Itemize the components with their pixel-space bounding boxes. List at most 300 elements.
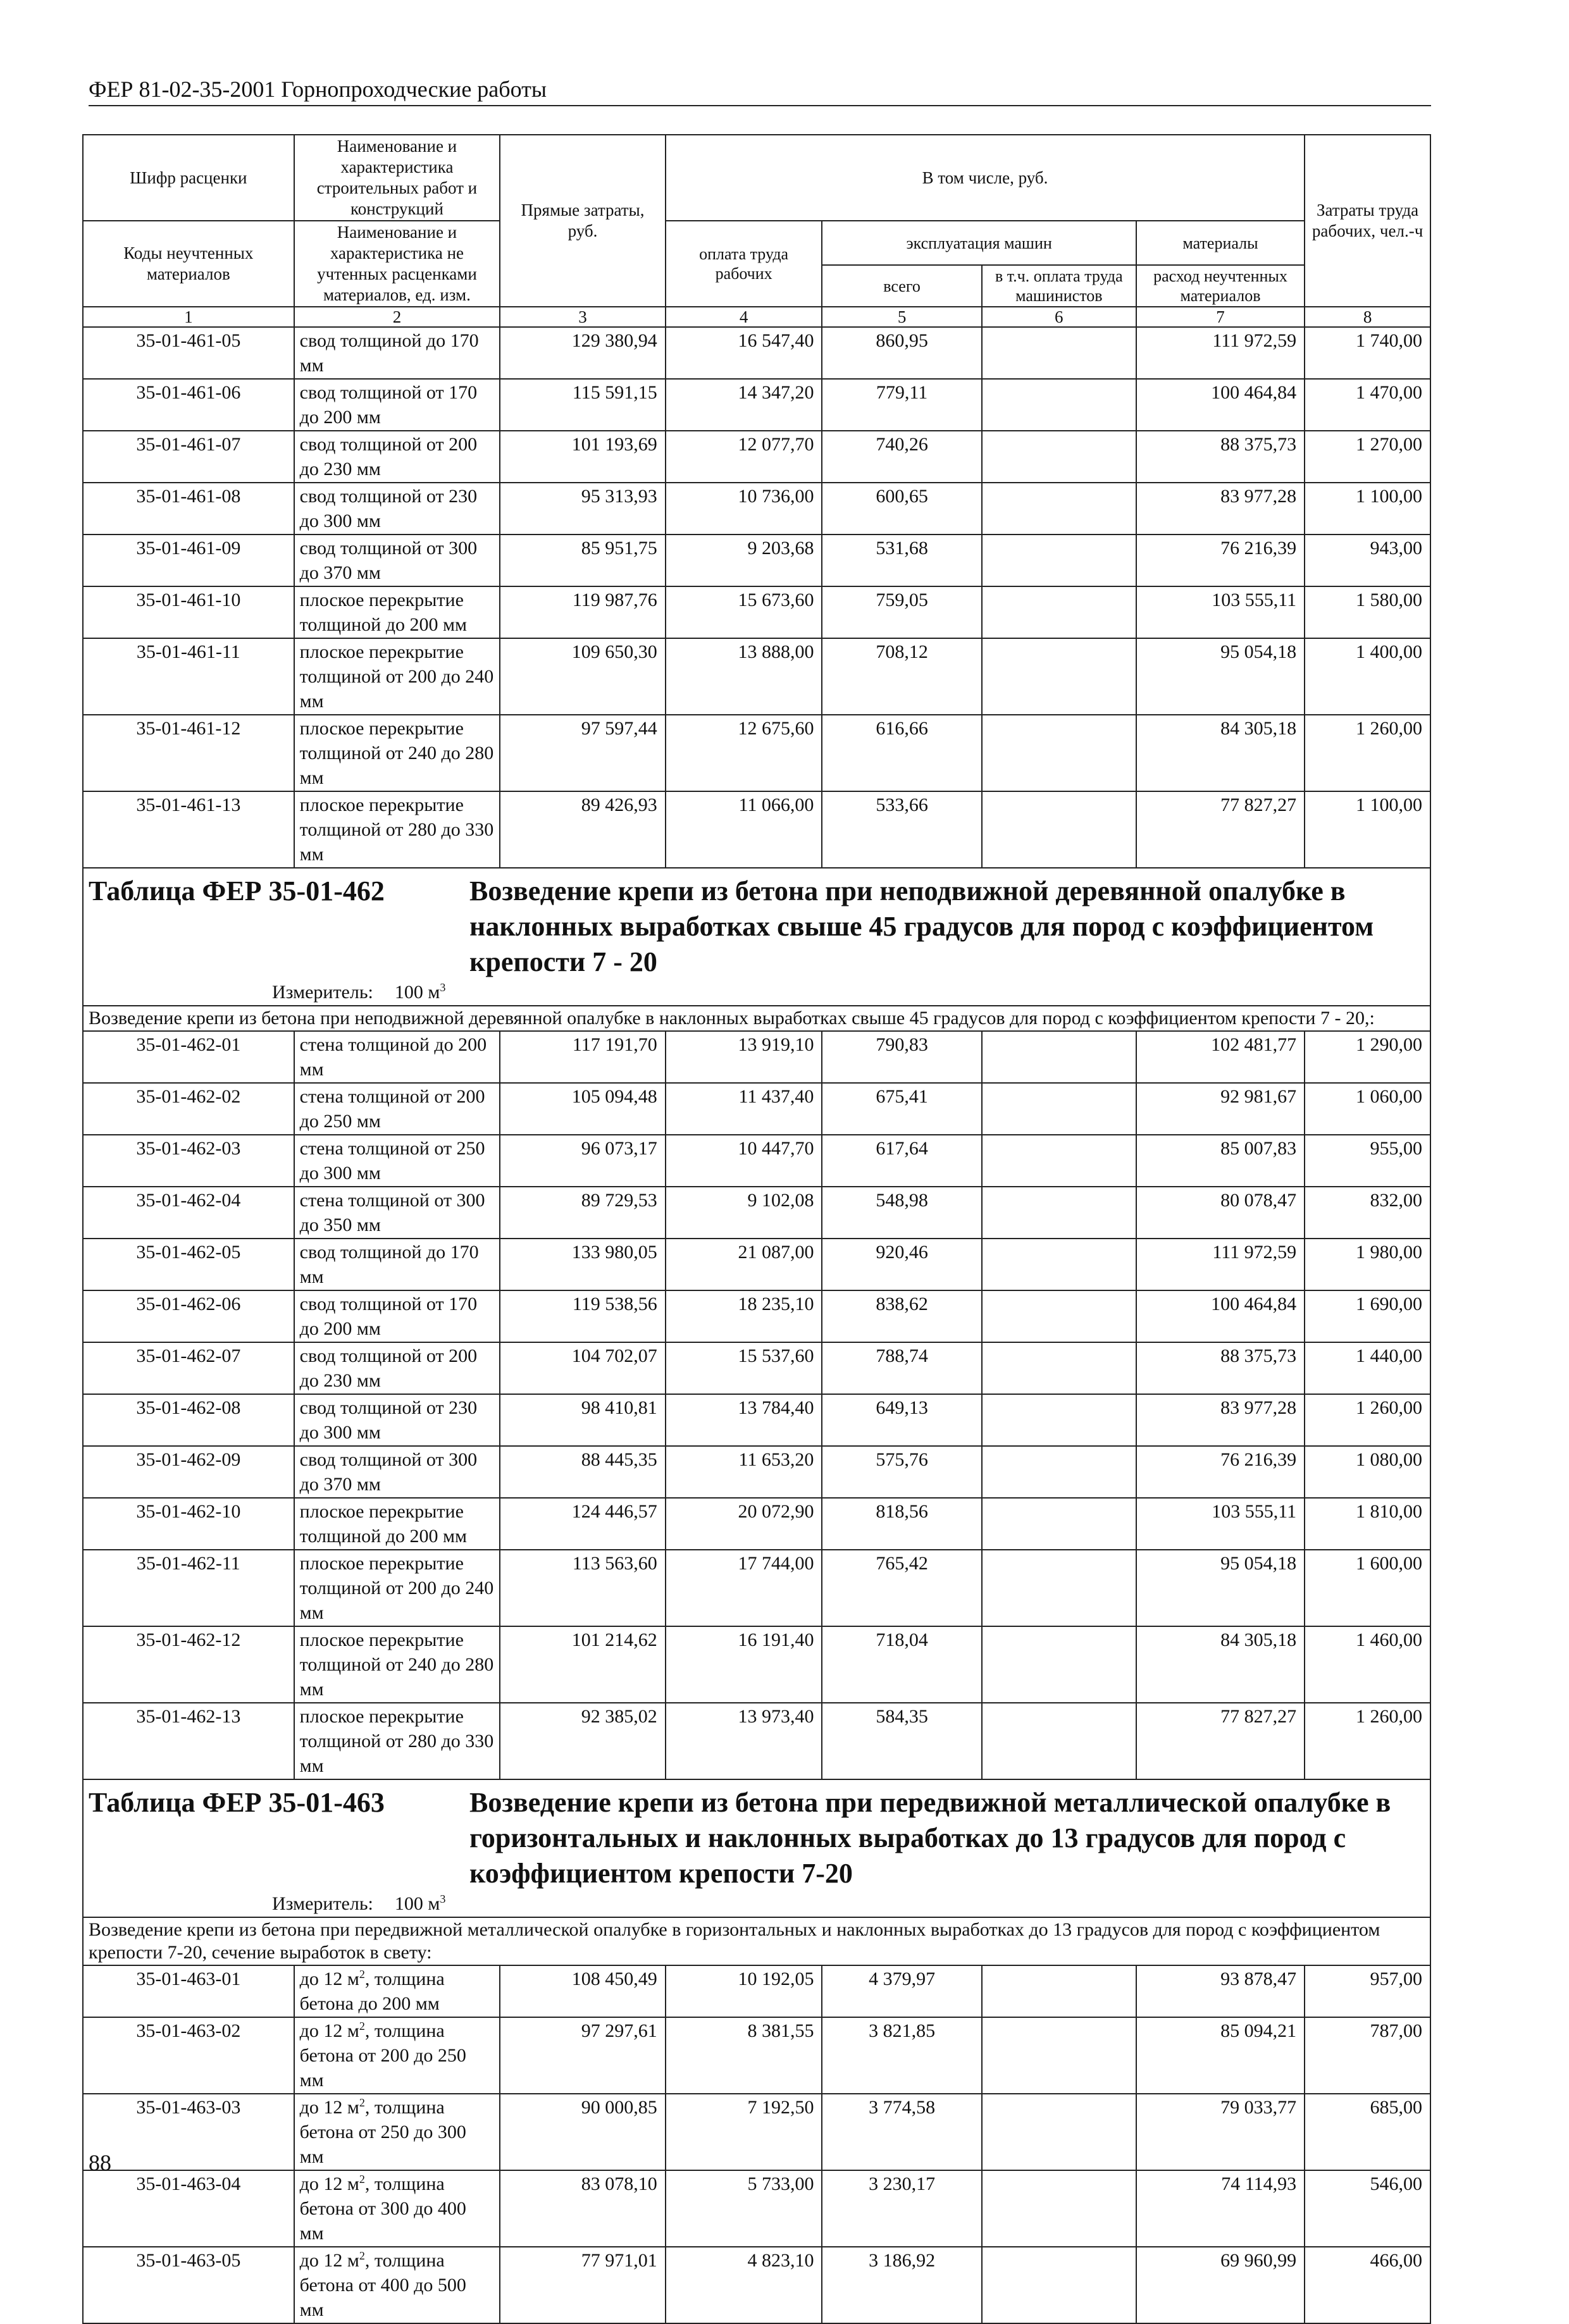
machines-total: 675,41 — [822, 1083, 981, 1135]
unit-line — [89, 980, 1425, 1005]
machines-total: 575,76 — [822, 1446, 981, 1498]
materials-cost: 92 981,67 — [1136, 1083, 1305, 1135]
superscript: 2 — [359, 2173, 365, 2185]
table-row — [83, 535, 1430, 586]
unit-label: Измеритель: — [272, 1893, 373, 1914]
labor-hours: 1 260,00 — [1305, 715, 1430, 791]
table-row — [83, 1239, 1430, 1290]
operators-pay — [982, 1626, 1136, 1703]
rate-code: 35-01-462-02 — [83, 1083, 294, 1135]
table-row — [83, 2094, 1430, 2170]
table-name: Возведение крепи из бетона при неподвижной деревянной опалубке в наклонных выработках свыше 45 градусов для пород с коэффициентом крепости 7 - 20 — [469, 875, 1374, 977]
rate-code: 35-01-463-05 — [83, 2247, 294, 2323]
materials-cost: 103 555,11 — [1136, 586, 1305, 638]
machines-total: 533,66 — [822, 791, 981, 868]
materials-cost: 69 960,99 — [1136, 2247, 1305, 2323]
operators-pay — [982, 715, 1136, 791]
machines-total: 600,65 — [822, 483, 981, 535]
direct-costs: 97 297,61 — [500, 2017, 666, 2094]
direct-costs: 117 191,70 — [500, 1031, 666, 1083]
table-row — [83, 791, 1430, 868]
direct-costs: 119 538,56 — [500, 1290, 666, 1342]
table-row — [83, 1498, 1430, 1550]
machines-total: 3 186,92 — [822, 2247, 981, 2323]
work-description: плоское перекрытие толщиной от 240 до 280 мм — [294, 715, 500, 791]
work-description: плоское перекрытие толщиной от 200 до 240 мм — [294, 1550, 500, 1626]
work-description: свод толщиной от 300 до 370 мм — [294, 535, 500, 586]
direct-costs: 124 446,57 — [500, 1498, 666, 1550]
direct-costs: 97 597,44 — [500, 715, 666, 791]
machines-total: 779,11 — [822, 379, 981, 431]
machines-total: 3 230,17 — [822, 2170, 981, 2247]
labor-pay: 18 235,10 — [666, 1290, 822, 1342]
machines-total: 548,98 — [822, 1187, 981, 1239]
table-title-row — [83, 1779, 1430, 1917]
page-header-title: ФЕР 81-02-35-2001 Горнопроходческие работы — [89, 77, 547, 102]
materials-cost: 95 054,18 — [1136, 638, 1305, 715]
labor-hours: 787,00 — [1305, 2017, 1430, 2094]
rate-code: 35-01-462-03 — [83, 1135, 294, 1187]
materials-cost: 111 972,59 — [1136, 1239, 1305, 1290]
rate-code: 35-01-462-11 — [83, 1550, 294, 1626]
labor-hours: 1 260,00 — [1305, 1703, 1430, 1779]
unit-line — [89, 1891, 1425, 1917]
table-title — [89, 1785, 1425, 1891]
work-description: плоское перекрытие толщиной от 280 до 330 мм — [294, 791, 500, 868]
work-description-part: до 12 м — [299, 2250, 359, 2271]
direct-costs: 96 073,17 — [500, 1135, 666, 1187]
machines-total: 531,68 — [822, 535, 981, 586]
table-row — [83, 1550, 1430, 1626]
labor-pay: 17 744,00 — [666, 1550, 822, 1626]
materials-cost: 83 977,28 — [1136, 483, 1305, 535]
labor-pay: 5 733,00 — [666, 2170, 822, 2247]
rate-code: 35-01-461-06 — [83, 379, 294, 431]
table-title-cell — [83, 868, 1430, 1006]
table-row — [83, 1626, 1430, 1703]
machines-total: 920,46 — [822, 1239, 981, 1290]
rate-code: 35-01-462-07 — [83, 1342, 294, 1394]
machines-total: 740,26 — [822, 431, 981, 483]
machines-total: 790,83 — [822, 1031, 981, 1083]
table-row — [83, 327, 1430, 379]
work-description: плоское перекрытие толщиной до 200 мм — [294, 1498, 500, 1550]
work-description: свод толщиной до 170 мм — [294, 327, 500, 379]
machines-total: 3 774,58 — [822, 2094, 981, 2170]
materials-cost: 76 216,39 — [1136, 535, 1305, 586]
labor-pay: 10 447,70 — [666, 1135, 822, 1187]
superscript: 2 — [359, 2249, 365, 2262]
labor-pay: 15 537,60 — [666, 1342, 822, 1394]
direct-costs: 92 385,02 — [500, 1703, 666, 1779]
table-row — [83, 1446, 1430, 1498]
rate-code: 35-01-462-10 — [83, 1498, 294, 1550]
labor-hours: 1 290,00 — [1305, 1031, 1430, 1083]
labor-hours: 1 260,00 — [1305, 1394, 1430, 1446]
column-number: 6 — [982, 307, 1136, 327]
operators-pay — [982, 1498, 1136, 1550]
operators-pay — [982, 791, 1136, 868]
column-number: 1 — [83, 307, 294, 327]
labor-pay: 12 077,70 — [666, 431, 822, 483]
labor-hours: 1 460,00 — [1305, 1626, 1430, 1703]
header-machines-total: всего — [822, 265, 981, 307]
labor-hours: 1 270,00 — [1305, 431, 1430, 483]
rate-code: 35-01-462-13 — [83, 1703, 294, 1779]
rate-code: 35-01-461-13 — [83, 791, 294, 868]
materials-cost: 79 033,77 — [1136, 2094, 1305, 2170]
column-number: 7 — [1136, 307, 1305, 327]
unit-superscript: 3 — [440, 981, 446, 994]
table-label: Таблица ФЕР 35-01-463 — [89, 1787, 385, 1818]
operators-pay — [982, 535, 1136, 586]
header-materials: материалы — [1136, 221, 1305, 265]
materials-cost: 80 078,47 — [1136, 1187, 1305, 1239]
header-material-codes: Коды неучтенных материалов — [83, 221, 294, 307]
labor-pay: 14 347,20 — [666, 379, 822, 431]
table-row — [83, 1187, 1430, 1239]
direct-costs: 129 380,94 — [500, 327, 666, 379]
work-description: свод толщиной от 230 до 300 мм — [294, 1394, 500, 1446]
labor-pay: 7 192,50 — [666, 2094, 822, 2170]
direct-costs: 89 729,53 — [500, 1187, 666, 1239]
column-number: 4 — [666, 307, 822, 327]
work-description: плоское перекрытие толщиной от 280 до 330 мм — [294, 1703, 500, 1779]
work-description — [294, 2170, 500, 2247]
operators-pay — [982, 2094, 1136, 2170]
labor-hours: 1 600,00 — [1305, 1550, 1430, 1626]
materials-cost: 100 464,84 — [1136, 1290, 1305, 1342]
header-rule — [89, 105, 1431, 106]
labor-hours: 1 100,00 — [1305, 791, 1430, 868]
rate-code: 35-01-463-04 — [83, 2170, 294, 2247]
work-description — [294, 2017, 500, 2094]
column-numbers-row — [83, 307, 1430, 327]
labor-pay: 11 653,20 — [666, 1446, 822, 1498]
header-materials-consumption: расход неучтенных материалов — [1136, 265, 1305, 307]
column-number: 3 — [500, 307, 666, 327]
work-description-part: , толщина бетона от 400 до 500 мм — [299, 2250, 466, 2320]
machines-total: 759,05 — [822, 586, 981, 638]
header-machines: эксплуатация машин — [822, 221, 1136, 265]
machines-total: 765,42 — [822, 1550, 981, 1626]
rate-code: 35-01-462-04 — [83, 1187, 294, 1239]
direct-costs: 119 987,76 — [500, 586, 666, 638]
machines-total: 860,95 — [822, 327, 981, 379]
table-row — [83, 379, 1430, 431]
operators-pay — [982, 1965, 1136, 2017]
table-row — [83, 715, 1430, 791]
labor-hours: 1 100,00 — [1305, 483, 1430, 535]
labor-hours: 957,00 — [1305, 1965, 1430, 2017]
table-title — [89, 874, 1425, 980]
materials-cost: 103 555,11 — [1136, 1498, 1305, 1550]
rate-code: 35-01-462-05 — [83, 1239, 294, 1290]
labor-pay: 11 437,40 — [666, 1083, 822, 1135]
labor-pay: 8 381,55 — [666, 2017, 822, 2094]
work-description: плоское перекрытие толщиной до 200 мм — [294, 586, 500, 638]
labor-pay: 10 192,05 — [666, 1965, 822, 2017]
column-number: 8 — [1305, 307, 1430, 327]
work-description: свод толщиной от 200 до 230 мм — [294, 1342, 500, 1394]
work-description: плоское перекрытие толщиной от 240 до 280 мм — [294, 1626, 500, 1703]
table-intro: Возведение крепи из бетона при неподвижной деревянной опалубке в наклонных выработках свыше 45 градусов для пород с коэффициентом крепости 7 - 20,: — [83, 1006, 1430, 1031]
labor-hours: 1 690,00 — [1305, 1290, 1430, 1342]
materials-cost: 111 972,59 — [1136, 327, 1305, 379]
materials-cost: 102 481,77 — [1136, 1031, 1305, 1083]
work-description: свод толщиной от 170 до 200 мм — [294, 1290, 500, 1342]
machines-total: 708,12 — [822, 638, 981, 715]
direct-costs: 101 193,69 — [500, 431, 666, 483]
column-number: 5 — [822, 307, 981, 327]
materials-cost: 88 375,73 — [1136, 431, 1305, 483]
rate-code: 35-01-462-01 — [83, 1031, 294, 1083]
work-description: стена толщиной от 300 до 350 мм — [294, 1187, 500, 1239]
operators-pay — [982, 2247, 1136, 2323]
work-description: стена толщиной до 200 мм — [294, 1031, 500, 1083]
superscript: 2 — [359, 1968, 365, 1981]
operators-pay — [982, 1703, 1136, 1779]
direct-costs: 115 591,15 — [500, 379, 666, 431]
header-including: В том числе, руб. — [666, 135, 1305, 221]
work-description-part: , толщина бетона от 250 до 300 мм — [299, 2097, 466, 2167]
machines-total: 649,13 — [822, 1394, 981, 1446]
table-row — [83, 1703, 1430, 1779]
machines-total: 3 821,85 — [822, 2017, 981, 2094]
work-description-part: до 12 м — [299, 2097, 359, 2118]
direct-costs: 104 702,07 — [500, 1342, 666, 1394]
labor-hours: 943,00 — [1305, 535, 1430, 586]
materials-cost: 100 464,84 — [1136, 379, 1305, 431]
header-direct-costs: Прямые затраты, руб. — [500, 135, 666, 307]
labor-hours: 832,00 — [1305, 1187, 1430, 1239]
table-header-row-1 — [83, 135, 1430, 221]
labor-pay: 12 675,60 — [666, 715, 822, 791]
direct-costs: 101 214,62 — [500, 1626, 666, 1703]
labor-pay: 10 736,00 — [666, 483, 822, 535]
table-intro-row — [83, 1006, 1430, 1031]
machines-total: 818,56 — [822, 1498, 981, 1550]
rate-code: 35-01-462-08 — [83, 1394, 294, 1446]
header-material-name: Наименование и характеристика не учтенных расценками материалов, ед. изм. — [294, 221, 500, 307]
table-row — [83, 1031, 1430, 1083]
table-row — [83, 2170, 1430, 2247]
work-description: свод толщиной от 230 до 300 мм — [294, 483, 500, 535]
operators-pay — [982, 1342, 1136, 1394]
labor-hours: 685,00 — [1305, 2094, 1430, 2170]
table-title-cell — [83, 1779, 1430, 1917]
machines-total: 838,62 — [822, 1290, 981, 1342]
rate-code: 35-01-461-09 — [83, 535, 294, 586]
machines-total: 617,64 — [822, 1135, 981, 1187]
direct-costs: 113 563,60 — [500, 1550, 666, 1626]
table-row — [83, 1135, 1430, 1187]
table-label: Таблица ФЕР 35-01-462 — [89, 875, 385, 906]
work-description — [294, 2094, 500, 2170]
machines-total: 4 379,97 — [822, 1965, 981, 2017]
table-intro: Возведение крепи из бетона при передвижной металлической опалубке в горизонтальных и наклонных выработках до 13 градусов для пород с коэффициентом крепости 7-20, сечение выработок в свету: — [83, 1917, 1430, 1965]
header-code: Шифр расценки — [83, 135, 294, 221]
work-description: свод толщиной от 170 до 200 мм — [294, 379, 500, 431]
rate-code: 35-01-463-02 — [83, 2017, 294, 2094]
table-row — [83, 1290, 1430, 1342]
operators-pay — [982, 1239, 1136, 1290]
rate-code: 35-01-463-03 — [83, 2094, 294, 2170]
operators-pay — [982, 1290, 1136, 1342]
unit-value: 100 м — [394, 982, 440, 1003]
unit-superscript: 3 — [440, 1893, 446, 1905]
labor-hours: 1 400,00 — [1305, 638, 1430, 715]
direct-costs: 83 078,10 — [500, 2170, 666, 2247]
materials-cost: 93 878,47 — [1136, 1965, 1305, 2017]
rate-code: 35-01-461-08 — [83, 483, 294, 535]
operators-pay — [982, 1083, 1136, 1135]
table-row — [83, 586, 1430, 638]
operators-pay — [982, 1187, 1136, 1239]
work-description-part: , толщина бетона от 300 до 400 мм — [299, 2173, 466, 2244]
direct-costs: 109 650,30 — [500, 638, 666, 715]
operators-pay — [982, 2017, 1136, 2094]
work-description-part: до 12 м — [299, 2020, 359, 2041]
labor-pay: 20 072,90 — [666, 1498, 822, 1550]
work-description-part: до 12 м — [299, 2173, 359, 2194]
unit-value: 100 м — [394, 1893, 440, 1914]
direct-costs: 77 971,01 — [500, 2247, 666, 2323]
rate-code: 35-01-462-09 — [83, 1446, 294, 1498]
labor-hours: 1 810,00 — [1305, 1498, 1430, 1550]
rate-code: 35-01-461-05 — [83, 327, 294, 379]
materials-cost: 85 007,83 — [1136, 1135, 1305, 1187]
direct-costs: 95 313,93 — [500, 483, 666, 535]
operators-pay — [982, 1394, 1136, 1446]
work-description — [294, 2247, 500, 2323]
labor-pay: 13 973,40 — [666, 1703, 822, 1779]
table-row — [83, 1965, 1430, 2017]
labor-pay: 16 191,40 — [666, 1626, 822, 1703]
machines-total: 616,66 — [822, 715, 981, 791]
header-labor-pay: оплата труда рабочих — [666, 221, 822, 307]
table-title-row — [83, 868, 1430, 1006]
unit-label: Измеритель: — [272, 982, 373, 1003]
work-description: стена толщиной от 250 до 300 мм — [294, 1135, 500, 1187]
materials-cost: 83 977,28 — [1136, 1394, 1305, 1446]
materials-cost: 88 375,73 — [1136, 1342, 1305, 1394]
table-row — [83, 2017, 1430, 2094]
machines-total: 788,74 — [822, 1342, 981, 1394]
direct-costs: 108 450,49 — [500, 1965, 666, 2017]
column-number: 2 — [294, 307, 500, 327]
labor-hours: 1 980,00 — [1305, 1239, 1430, 1290]
operators-pay — [982, 586, 1136, 638]
rate-code: 35-01-461-11 — [83, 638, 294, 715]
direct-costs: 85 951,75 — [500, 535, 666, 586]
machines-total: 718,04 — [822, 1626, 981, 1703]
table-row — [83, 431, 1430, 483]
materials-cost: 74 114,93 — [1136, 2170, 1305, 2247]
work-description-part: , толщина бетона от 200 до 250 мм — [299, 2020, 466, 2091]
labor-pay: 13 919,10 — [666, 1031, 822, 1083]
labor-pay: 15 673,60 — [666, 586, 822, 638]
rate-code: 35-01-461-12 — [83, 715, 294, 791]
labor-hours: 1 060,00 — [1305, 1083, 1430, 1135]
operators-pay — [982, 638, 1136, 715]
labor-pay: 11 066,00 — [666, 791, 822, 868]
header-operators-pay: в т.ч. оплата труда машинистов — [982, 265, 1136, 307]
materials-cost: 84 305,18 — [1136, 715, 1305, 791]
labor-hours: 1 470,00 — [1305, 379, 1430, 431]
work-description: плоское перекрытие толщиной от 200 до 240 мм — [294, 638, 500, 715]
labor-hours: 1 740,00 — [1305, 327, 1430, 379]
labor-pay: 16 547,40 — [666, 327, 822, 379]
operators-pay — [982, 1135, 1136, 1187]
direct-costs: 98 410,81 — [500, 1394, 666, 1446]
operators-pay — [982, 379, 1136, 431]
labor-hours: 1 580,00 — [1305, 586, 1430, 638]
superscript: 2 — [359, 2020, 365, 2032]
materials-cost: 77 827,27 — [1136, 791, 1305, 868]
rates-table — [82, 134, 1431, 2324]
table-row — [83, 638, 1430, 715]
machines-total: 584,35 — [822, 1703, 981, 1779]
labor-pay: 9 203,68 — [666, 535, 822, 586]
operators-pay — [982, 1031, 1136, 1083]
rate-code: 35-01-462-12 — [83, 1626, 294, 1703]
table-row — [83, 1342, 1430, 1394]
operators-pay — [982, 327, 1136, 379]
page-number: 88 — [89, 2150, 111, 2175]
materials-cost: 85 094,21 — [1136, 2017, 1305, 2094]
table-row — [83, 2247, 1430, 2323]
work-description: стена толщиной от 200 до 250 мм — [294, 1083, 500, 1135]
operators-pay — [982, 2170, 1136, 2247]
header-labor-hours: Затраты труда рабочих, чел.-ч — [1305, 135, 1430, 307]
labor-hours: 955,00 — [1305, 1135, 1430, 1187]
header-work-name: Наименование и характеристика строительных работ и конструкций — [294, 135, 500, 221]
materials-cost: 76 216,39 — [1136, 1446, 1305, 1498]
operators-pay — [982, 1550, 1136, 1626]
labor-pay: 13 888,00 — [666, 638, 822, 715]
work-description — [294, 1965, 500, 2017]
materials-cost: 95 054,18 — [1136, 1550, 1305, 1626]
operators-pay — [982, 483, 1136, 535]
work-description: свод толщиной до 170 мм — [294, 1239, 500, 1290]
labor-pay: 13 784,40 — [666, 1394, 822, 1446]
direct-costs: 133 980,05 — [500, 1239, 666, 1290]
rate-code: 35-01-463-01 — [83, 1965, 294, 2017]
table-name: Возведение крепи из бетона при передвижной металлической опалубке в горизонтальных и наклонных выработках до 13 градусов для пород с коэффициентом крепости 7-20 — [469, 1787, 1391, 1889]
direct-costs: 88 445,35 — [500, 1446, 666, 1498]
rate-code: 35-01-461-07 — [83, 431, 294, 483]
labor-hours: 546,00 — [1305, 2170, 1430, 2247]
table-row — [83, 483, 1430, 535]
work-description-part: , толщина бетона до 200 мм — [299, 1969, 445, 2014]
operators-pay — [982, 1446, 1136, 1498]
direct-costs: 90 000,85 — [500, 2094, 666, 2170]
work-description-part: до 12 м — [299, 1969, 359, 1989]
work-description: свод толщиной от 300 до 370 мм — [294, 1446, 500, 1498]
materials-cost: 84 305,18 — [1136, 1626, 1305, 1703]
table-intro-row — [83, 1917, 1430, 1965]
materials-cost: 77 827,27 — [1136, 1703, 1305, 1779]
labor-pay: 4 823,10 — [666, 2247, 822, 2323]
labor-pay: 9 102,08 — [666, 1187, 822, 1239]
labor-pay: 21 087,00 — [666, 1239, 822, 1290]
table-row — [83, 1083, 1430, 1135]
labor-hours: 466,00 — [1305, 2247, 1430, 2323]
work-description: свод толщиной от 200 до 230 мм — [294, 431, 500, 483]
rate-code: 35-01-462-06 — [83, 1290, 294, 1342]
direct-costs: 89 426,93 — [500, 791, 666, 868]
